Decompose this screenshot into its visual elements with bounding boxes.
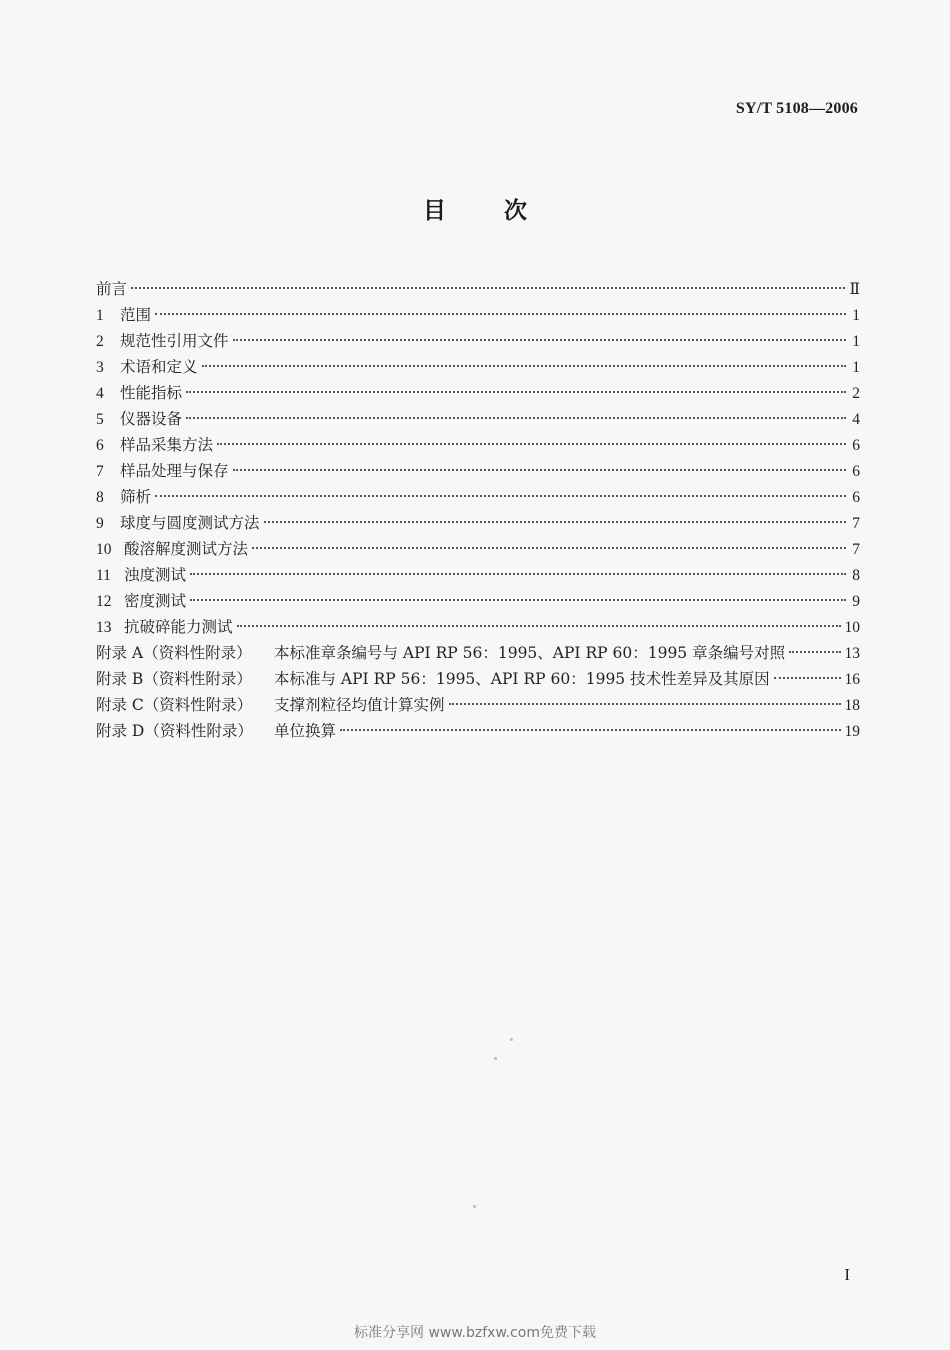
toc-entry-label: 性能指标 (120, 384, 183, 402)
toc-entry-number: 8 (96, 489, 104, 506)
toc-entry-number: 10 (96, 541, 112, 558)
toc-entry-number: 3 (96, 359, 104, 376)
toc-entry[interactable] (96, 302, 860, 328)
toc-entry-number: 11 (96, 567, 111, 584)
toc-entry-label: 仪器设备 (120, 410, 183, 428)
toc-entry-page: 7 (852, 515, 860, 532)
toc-entry-label: 本标准与 API RP 56：1995、API RP 60：1995 技术性差异及其原因 (274, 670, 770, 688)
leader-dots (264, 521, 846, 523)
toc-entry-label: 球度与圆度测试方法 (120, 514, 260, 532)
toc-entry-number: 13 (96, 619, 112, 636)
toc-entry-label: 支撑剂粒径均值计算实例 (274, 696, 445, 714)
toc-entry[interactable] (96, 354, 860, 380)
toc-entry-page: 6 (852, 463, 860, 480)
leader-dots (252, 547, 846, 549)
toc-entry-number: 4 (96, 385, 104, 402)
leader-dots (217, 443, 846, 445)
toc-entry[interactable] (96, 484, 860, 510)
leader-dots (202, 365, 846, 367)
leader-dots (449, 703, 841, 705)
leader-dots (190, 573, 846, 575)
toc-appendix-entry[interactable] (96, 666, 860, 692)
page-number: I (844, 1265, 850, 1284)
toc-entry[interactable] (96, 614, 860, 640)
toc-entry[interactable] (96, 562, 860, 588)
toc-entry-page: 6 (852, 437, 860, 454)
toc-entry-label: 酸溶解度测试方法 (124, 540, 249, 558)
toc-entry-number: 9 (96, 515, 104, 532)
toc-entry[interactable] (96, 588, 860, 614)
toc-entry-page: 9 (852, 593, 860, 610)
document-code: SY/T 5108—2006 (735, 100, 858, 117)
leader-dots (186, 391, 846, 393)
toc-entry-page: 2 (852, 385, 860, 402)
toc-entry-page: 13 (844, 645, 860, 662)
toc-entry[interactable] (96, 510, 860, 536)
toc-entry-label: 筛析 (120, 488, 152, 506)
leader-dots (789, 651, 840, 653)
toc-entry-number: 7 (96, 463, 104, 480)
toc-entry-label: 浊度测试 (124, 566, 187, 584)
toc-entry[interactable] (96, 380, 860, 406)
toc-entry-label: 密度测试 (124, 592, 187, 610)
toc-entry-label: 样品处理与保存 (120, 462, 229, 480)
toc-entry-page: 1 (852, 333, 860, 350)
watermark-text: 标准分享网 www.bzfxw.com免费下载 (354, 1325, 596, 1341)
toc-appendix-entry[interactable] (96, 692, 860, 718)
appendix-tag: 附录 D（资料性附录） (96, 722, 253, 740)
leader-dots (186, 417, 846, 419)
toc-entry-label: 单位换算 (274, 722, 337, 740)
toc-entry-number: 6 (96, 437, 104, 454)
leader-dots (237, 625, 841, 627)
toc-entry-label: 样品采集方法 (120, 436, 214, 454)
toc-entry[interactable] (96, 458, 860, 484)
toc-entry[interactable] (96, 406, 860, 432)
toc-entry-label: 前言 (96, 280, 128, 298)
appendix-tag: 附录 C（资料性附录） (96, 696, 253, 714)
toc-entry-page: 8 (852, 567, 860, 584)
toc-entry-page: 16 (844, 671, 860, 688)
page-title: 目次 (423, 198, 585, 224)
toc-entry-page: 7 (852, 541, 860, 558)
leader-dots (233, 469, 846, 471)
leader-dots (233, 339, 846, 341)
toc-entry-page: 10 (844, 619, 860, 636)
leader-dots (340, 729, 840, 731)
toc-entry-number: 1 (96, 307, 104, 324)
appendix-tag: 附录 A（资料性附录） (96, 644, 252, 662)
toc-entry[interactable] (96, 432, 860, 458)
toc-appendix-entry[interactable] (96, 718, 860, 744)
toc-appendix-entry[interactable] (96, 640, 860, 666)
toc-entry[interactable] (96, 328, 860, 354)
toc-entry-page: 19 (844, 723, 860, 740)
scan-speck (510, 1038, 513, 1041)
leader-dots (155, 313, 846, 315)
toc-entry-label: 范围 (120, 306, 152, 324)
toc-entry[interactable] (96, 276, 860, 302)
toc-entry-page: 18 (844, 697, 860, 714)
toc-entry-label: 本标准章条编号与 API RP 56：1995、API RP 60：1995 章条编号对照 (274, 644, 786, 662)
toc-entry-label: 术语和定义 (120, 358, 198, 376)
toc-entry-number: 5 (96, 411, 104, 428)
toc-entry-label: 抗破碎能力测试 (124, 618, 233, 636)
toc-entry-label: 规范性引用文件 (120, 332, 229, 350)
leader-dots (190, 599, 846, 601)
leader-dots (155, 495, 846, 497)
scan-speck (494, 1057, 497, 1060)
toc-entry-number: 2 (96, 333, 104, 350)
toc-entry-page: Ⅱ (849, 281, 860, 298)
table-of-contents (96, 276, 860, 744)
toc-entry[interactable] (96, 536, 860, 562)
appendix-tag: 附录 B（资料性附录） (96, 670, 252, 688)
toc-entry-page: 4 (852, 411, 860, 428)
toc-entry-number: 12 (96, 593, 112, 610)
toc-entry-page: 1 (852, 359, 860, 376)
toc-entry-page: 6 (852, 489, 860, 506)
leader-dots (131, 287, 845, 289)
leader-dots (774, 677, 841, 679)
scan-speck (473, 1205, 476, 1208)
toc-entry-page: 1 (852, 307, 860, 324)
